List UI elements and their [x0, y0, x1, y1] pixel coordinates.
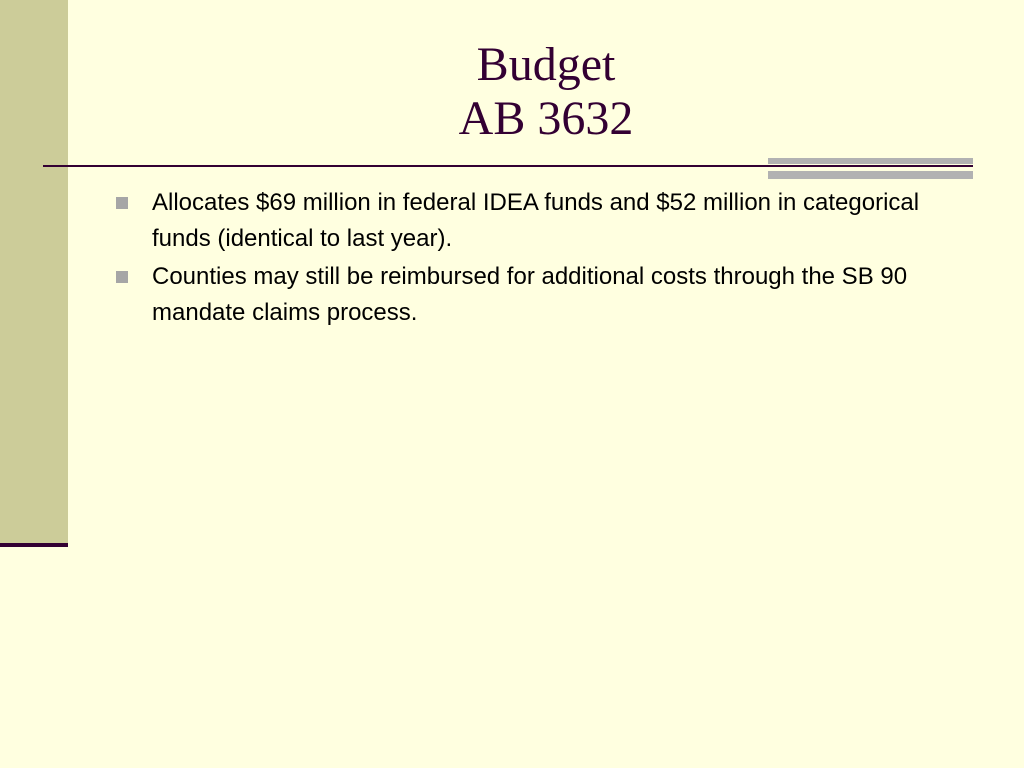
- bullet-text: Counties may still be reimbursed for additional costs through the SB 90 mandate claims process.: [152, 263, 908, 326]
- square-bullet-icon: [116, 197, 128, 209]
- slide-title-line-2: AB 3632: [458, 92, 634, 145]
- accent-stripe-bottom: [768, 171, 973, 179]
- bullet-item: [114, 185, 974, 257]
- square-bullet-icon: [116, 271, 128, 283]
- bullet-text: Allocates $69 million in federal IDEA funds and $52 million in categorical funds (identical to last year).: [152, 189, 920, 252]
- title-accent-bar: [768, 158, 973, 179]
- bullet-list: [114, 185, 974, 333]
- bullet-item: [114, 259, 974, 331]
- slide-title: [68, 38, 1024, 146]
- accent-stripe-top: [768, 158, 973, 164]
- slide-sidebar: [0, 0, 68, 544]
- sidebar-accent-line: [0, 543, 68, 547]
- slide-title-line-1: Budget: [476, 38, 616, 91]
